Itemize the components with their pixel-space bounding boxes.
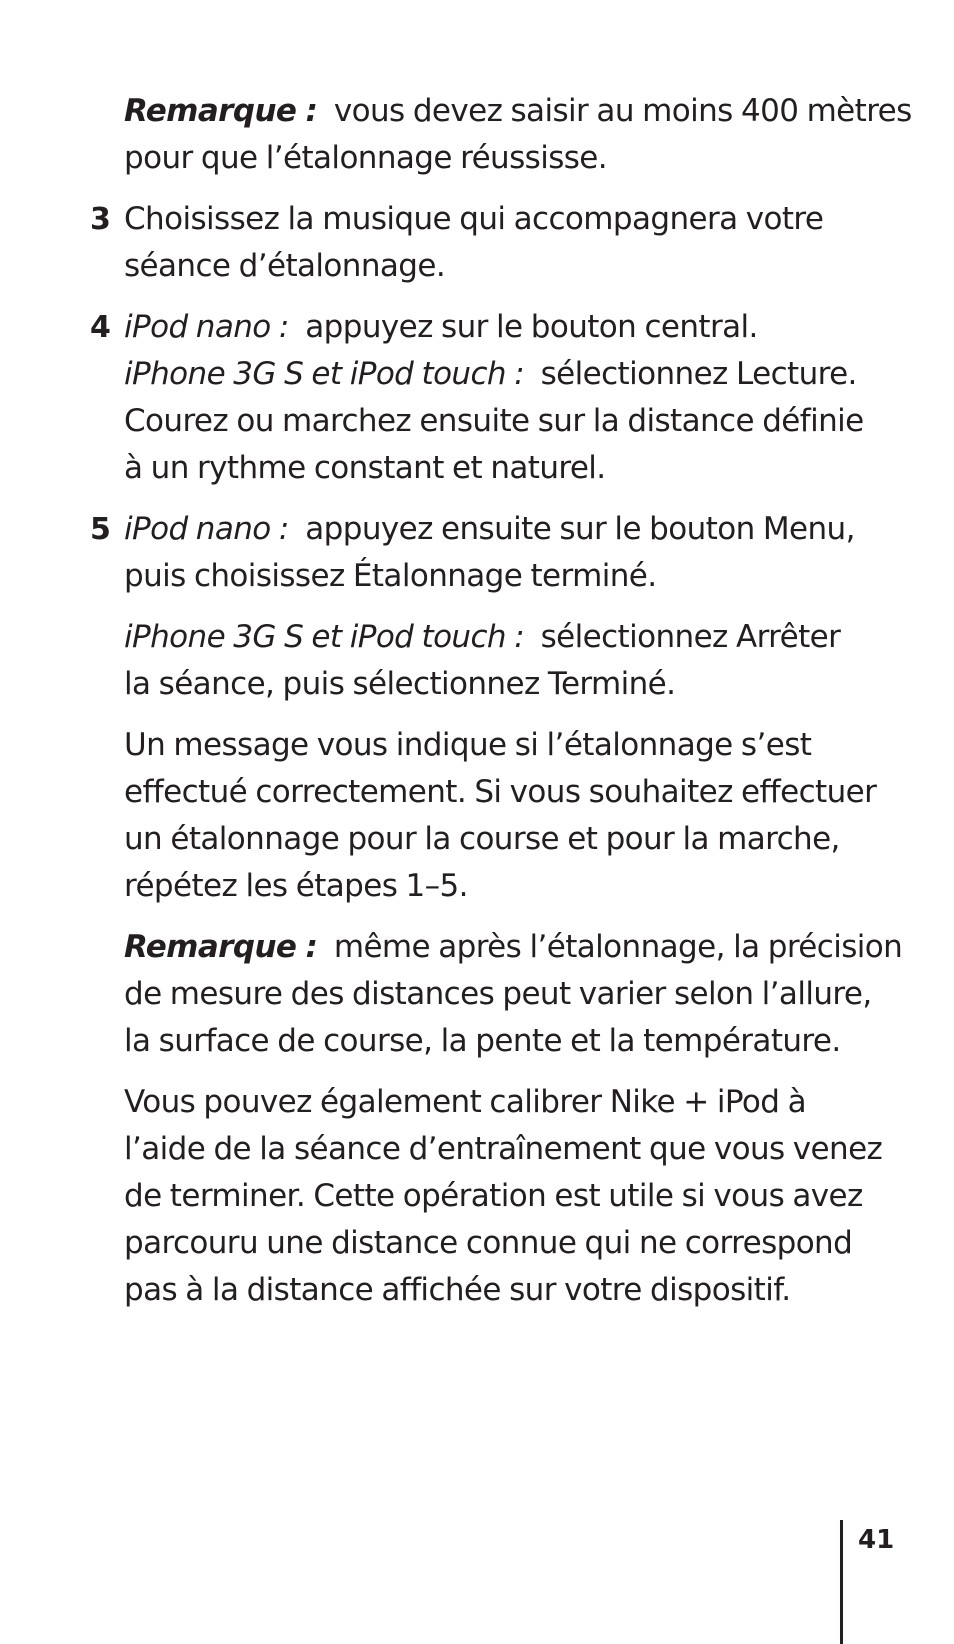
text-line	[124, 1173, 924, 1220]
text-segment: un étalonnage pour la course et pour la marche,	[124, 821, 840, 857]
numbered-step	[90, 506, 924, 600]
numbered-step	[90, 196, 924, 290]
page-number: 41	[858, 1525, 895, 1555]
text-line	[124, 769, 924, 816]
note-label: Remarque :	[124, 93, 318, 129]
text-segment: appuyez sur le bouton central.	[288, 309, 758, 345]
text-segment: parcouru une distance connue qui ne correspond	[124, 1225, 853, 1261]
text-line	[124, 1220, 924, 1267]
note-label: Remarque :	[124, 929, 318, 965]
paragraph	[124, 722, 924, 910]
text-line	[124, 196, 924, 243]
text-segment: de mesure des distances peut varier selon l’allure,	[124, 976, 872, 1012]
text-segment: sélectionnez Arrêter	[524, 619, 841, 655]
text-line	[124, 722, 924, 769]
text-line	[124, 304, 924, 351]
text-line	[124, 135, 924, 182]
text-line	[124, 1079, 924, 1126]
paragraph	[124, 1079, 924, 1314]
text-segment: appuyez ensuite sur le bouton Menu,	[288, 511, 855, 547]
text-segment: Choisissez la musique qui accompagnera votre	[124, 201, 824, 237]
text-segment: Vous pouvez également calibrer Nike + iPod à	[124, 1084, 806, 1120]
text-line	[124, 1126, 924, 1173]
numbered-step	[90, 304, 924, 492]
text-line	[124, 88, 924, 135]
text-line	[124, 506, 924, 553]
text-line	[124, 553, 924, 600]
text-line	[124, 863, 924, 910]
text-segment: à un rythme constant et naturel.	[124, 450, 606, 486]
device-label: iPhone 3G S et iPod touch :	[124, 619, 525, 655]
text-segment: Courez ou marchez ensuite sur la distance définie	[124, 403, 864, 439]
step-number: 4	[90, 310, 111, 345]
text-segment: pas à la distance affichée sur votre dispositif.	[124, 1272, 791, 1308]
text-segment: la surface de course, la pente et la température.	[124, 1023, 841, 1059]
text-line	[124, 924, 924, 971]
text-line	[124, 445, 924, 492]
text-line	[124, 398, 924, 445]
text-line	[124, 1267, 924, 1314]
text-segment: vous devez saisir au moins 400 mètres	[317, 93, 912, 129]
paragraph	[124, 924, 924, 1065]
device-label: iPod nano :	[124, 511, 289, 547]
text-segment: la séance, puis sélectionnez Terminé.	[124, 666, 676, 702]
paragraph	[124, 88, 924, 182]
page-number-rule	[840, 1520, 843, 1644]
device-label: iPhone 3G S et iPod touch :	[124, 356, 525, 392]
text-line	[124, 351, 924, 398]
text-segment: même après l’étalonnage, la précision	[317, 929, 903, 965]
page-content	[0, 88, 954, 1328]
text-line	[124, 661, 924, 708]
text-segment: de terminer. Cette opération est utile si vous avez	[124, 1178, 863, 1214]
text-line	[124, 816, 924, 863]
text-segment: l’aide de la séance d’entraînement que vous venez	[124, 1131, 883, 1167]
step-number: 5	[90, 512, 111, 547]
step-number: 3	[90, 202, 111, 237]
text-segment: séance d’étalonnage.	[124, 248, 446, 284]
text-line	[124, 614, 924, 661]
text-line	[124, 243, 924, 290]
text-line	[124, 1018, 924, 1065]
device-label: iPod nano :	[124, 309, 289, 345]
text-segment: effectué correctement. Si vous souhaitez effectuer	[124, 774, 877, 810]
text-segment: pour que l’étalonnage réussisse.	[124, 140, 608, 176]
text-segment: sélectionnez Lecture.	[524, 356, 857, 392]
text-segment: Un message vous indique si l’étalonnage s’est	[124, 727, 812, 763]
paragraph	[124, 614, 924, 708]
text-segment: répétez les étapes 1–5.	[124, 868, 468, 904]
text-line	[124, 971, 924, 1018]
text-segment: puis choisissez Étalonnage terminé.	[124, 558, 657, 594]
